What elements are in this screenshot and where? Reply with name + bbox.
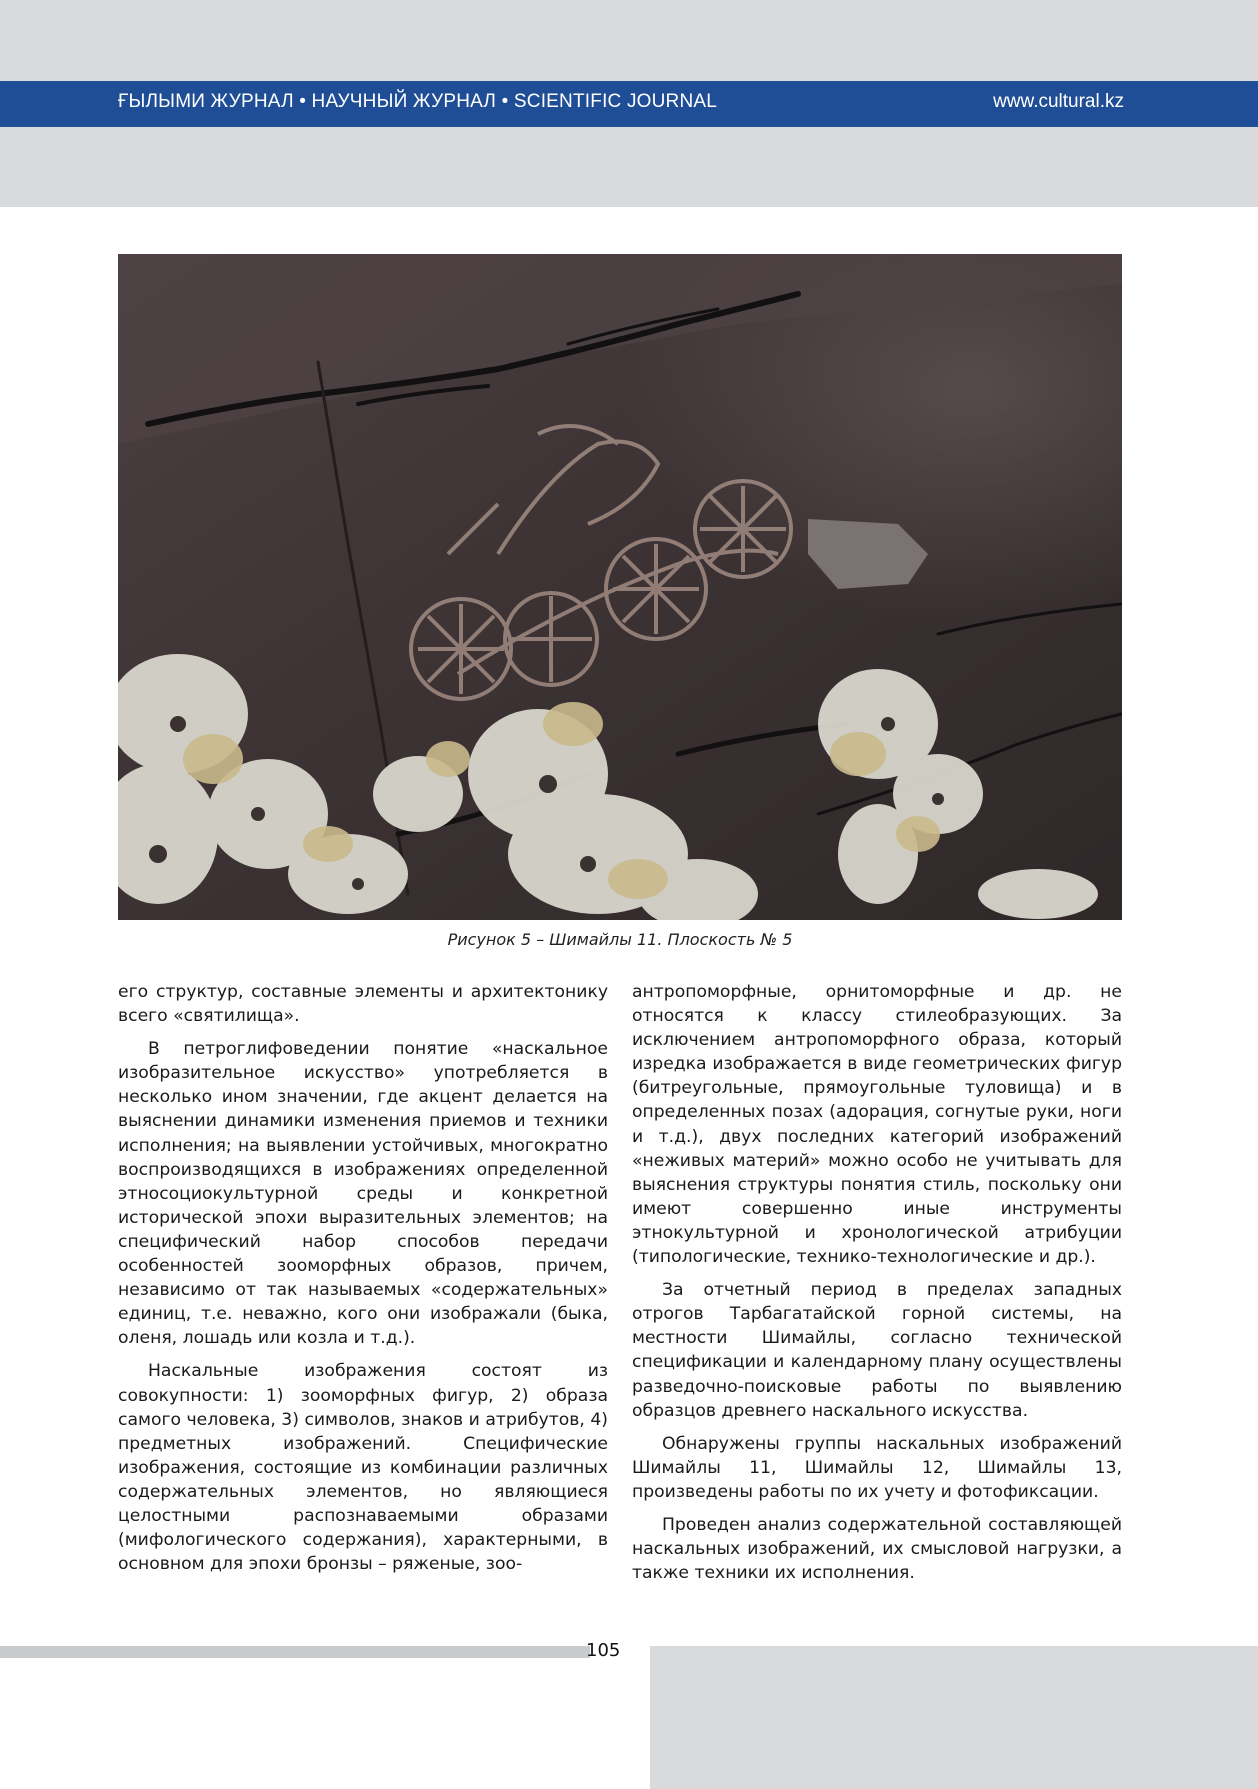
footer-gray-box bbox=[650, 1646, 1258, 1789]
paragraph: Наскальные изображения состоят из совокупности: 1) зооморфных фигур, 2) образа самого человека, 3) символов, знаков и атрибутов, 4) предметных изображений. Специфические изображения, состоящие из комбинации различных содержательных элементов, но являющиеся целостными распознаваемыми образами (мифологического содержания), характерными, в основном для эпохи бронзы – ряженые, зоо- bbox=[118, 1361, 608, 1575]
paragraph: За отчетный период в пределах западных отрогов Тарбагатайской горной системы, на местности Шимайлы, согласно технической спецификации и календарному плану осуществлены разведочно-поисковые работы по выявлению образцов древнего наскального искусства. bbox=[632, 1280, 1122, 1421]
website-link[interactable]: www.cultural.kz bbox=[993, 91, 1124, 112]
paragraph: В петроглифоведении понятие «наскальное изобразительное искусство» употребляется в несколько ином значении, где акцент делается на выяснении динамики изменения приемов и техники исполнения; на выявлении устойчивых, многократно воспроизводящихся в изображениях определенной этносоциокультурной среды и конкретной исторической эпохи выразительных элементов; на специфический набор способов передачи особенностей зооморфных образов, причем, независимо от так называемых «содержательных» единиц, т.е. неважно, кого они изображали (быка, оленя, лошадь или козла и т.д.). bbox=[118, 1039, 608, 1349]
paragraph: Проведен анализ содержательной составляющей наскальных изображений, их смысловой нагрузки, а также техники их исполнения. bbox=[632, 1514, 1122, 1584]
petroglyph-photo bbox=[118, 254, 1122, 920]
journal-titles: ҒЫЛЫМИ ЖУРНАЛ • НАУЧНЫЙ ЖУРНАЛ • SCIENTIFIC JOURNAL bbox=[118, 91, 718, 112]
figure-caption: Рисунок 5 – Шимайлы 11. Плоскость № 5 bbox=[447, 930, 793, 949]
page-number: 105 bbox=[586, 1640, 621, 1661]
footer-bar bbox=[0, 1646, 590, 1658]
paragraph: антропоморфные, орнитоморфные и др. не относятся к классу стилеобразующих. За исключением антропоморфного образа, который изредка изображается в виде геометрических фигур (битреугольные, прямоугольные туловища) и в определенных позах (адорация, согнутые руки, ноги и т.д.), двух последних категорий изображений «неживых материй» можно особо не учитывать для выяснения структуры понятия стиль, поскольку они имеют совершенно иные инструменты этнокультурной и хронологической атрибуции (типологические, технико-технологические и др.). bbox=[632, 982, 1122, 1268]
journal-header bbox=[0, 81, 1258, 127]
paragraph: его структур, составные элементы и архитектонику всего «святилища». bbox=[118, 982, 608, 1027]
right-text-column bbox=[632, 980, 1122, 1594]
paragraph: Обнаружены группы наскальных изображений Шимайлы 11, Шимайлы 12, Шимайлы 13, произведены работы по их учету и фотофиксации. bbox=[632, 1433, 1122, 1502]
left-text-column bbox=[118, 980, 608, 1585]
